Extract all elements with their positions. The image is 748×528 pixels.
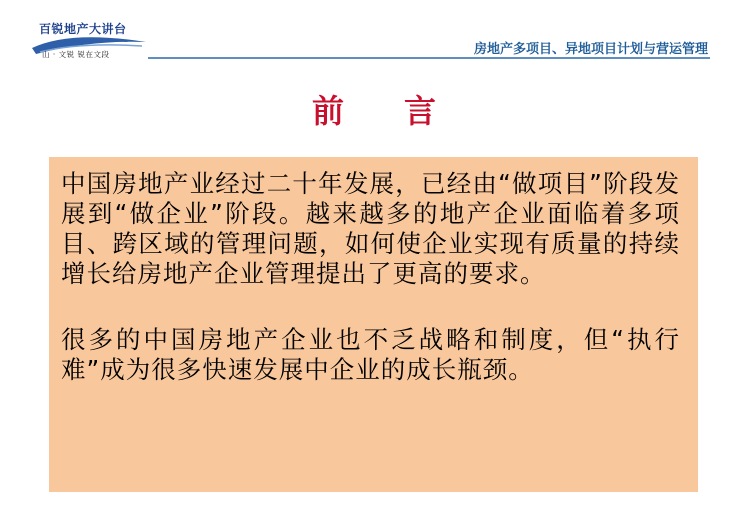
slide-title: 前言 <box>311 92 496 130</box>
header-title: 房地产多项目、异地项目计划与营运管理 <box>473 42 708 57</box>
brand-logo <box>30 18 148 64</box>
header-divider <box>148 57 710 59</box>
paragraph-1: 中国房地产业经过二十年发展，已经由“做项目”阶段发展到“做企业”阶段。越来越多的地产企业面临着多项目、跨区域的管理问题，如何使企业实现有质量的持续增长给房地产企业管理提出了更高的要求。 <box>61 169 680 288</box>
paragraph-2: 很多的中国房地产企业也不乏战略和制度，但“执行难”成为很多快速发展中企业的成长瓶颈。 <box>61 325 680 384</box>
content-box <box>49 157 698 492</box>
logo-title: 百锐地产大讲台 <box>39 22 127 36</box>
logo-tagline: 山 · 文锐 锐在文段 <box>42 50 110 59</box>
